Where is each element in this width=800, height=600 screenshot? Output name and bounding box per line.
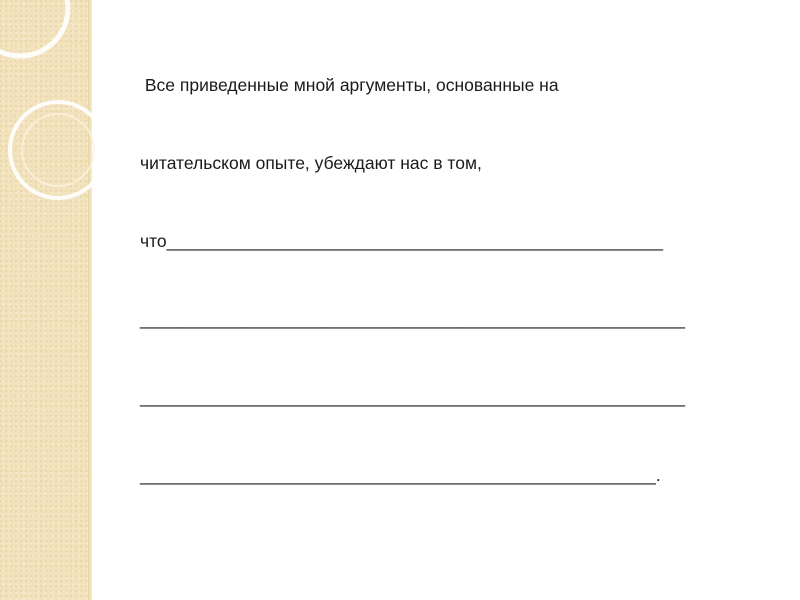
conclusion-paragraph bbox=[140, 20, 770, 540]
paragraph-line-2: читательском опыте, убеждают нас в том, bbox=[140, 153, 482, 173]
paragraph-line-5-blank: ________________________________________________________ bbox=[140, 387, 686, 407]
decorative-ring-inner bbox=[22, 114, 94, 186]
paragraph-line-6-blank: _____________________________________________________. bbox=[140, 465, 661, 485]
decorative-ring-top bbox=[0, 0, 68, 56]
paragraph-line-3-blank: что___________________________________________________ bbox=[140, 231, 664, 251]
decorative-ring-large bbox=[10, 102, 106, 198]
decorative-rings bbox=[0, 0, 140, 260]
paragraph-line-1: Все приведенные мной аргументы, основанные на bbox=[140, 75, 559, 95]
paragraph-line-4-blank: ________________________________________________________ bbox=[140, 309, 686, 329]
